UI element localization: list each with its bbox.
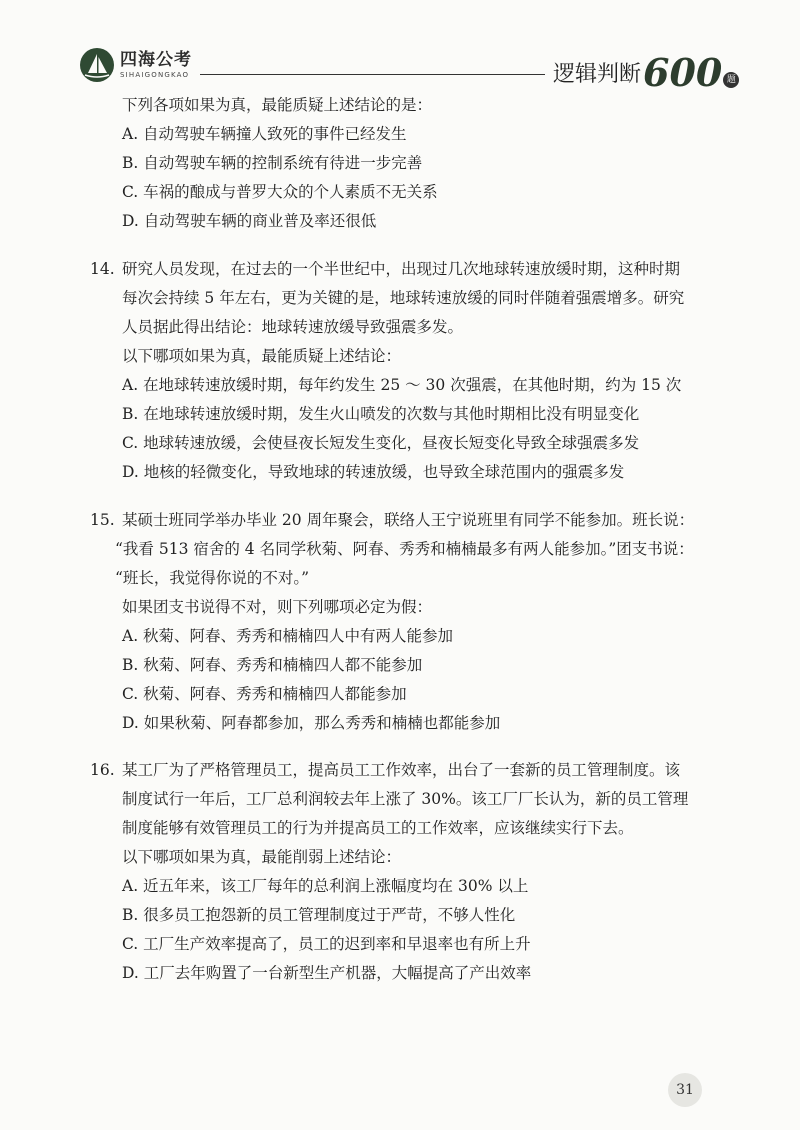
question-text-line: 制度能够有效管理员工的行为并提高员工的工作效率，应该继续实行下去。 <box>122 819 634 837</box>
logo-chinese-name: 四海公考 <box>120 50 192 70</box>
option-c: C. 车祸的酿成与普罗大众的个人素质不无关系 <box>122 183 438 201</box>
question-text-line: “我看 513 宿舍的 4 名同学秋菊、阿春、秀秀和楠楠最多有两人能参加。”团支书说： <box>115 540 694 558</box>
option-a: A. 近五年来，该工厂每年的总利润上涨幅度均在 30% 以上 <box>122 877 529 895</box>
option-b: B. 很多员工抱怨新的员工管理制度过于严苛，不够人性化 <box>122 906 516 924</box>
option-c: C. 工厂生产效率提高了，员工的迟到率和早退率也有所上升 <box>122 935 531 953</box>
question-text-line: 某工厂为了严格管理员工，提高员工工作效率，出台了一套新的员工管理制度。该 <box>122 761 681 779</box>
question-text-line: “班长，我觉得你说的不对。” <box>115 569 310 587</box>
header-divider <box>200 74 545 75</box>
book-title-badge: 题 <box>723 72 739 88</box>
option-b: B. 在地球转速放缓时期，发生火山喷发的次数与其他时期相比没有明显变化 <box>122 405 640 423</box>
option-c: C. 地球转速放缓，会使昼夜长短发生变化，昼夜长短变化导致全球强震多发 <box>122 434 640 452</box>
question-text-line: 人员据此得出结论：地球转速放缓导致强震多发。 <box>122 318 464 336</box>
book-title-text: 逻辑判断 <box>553 62 642 87</box>
question-stem: 下列各项如果为真，最能质疑上述结论的是： <box>122 96 433 114</box>
option-b: B. 自动驾驶车辆的控制系统有待进一步完善 <box>122 154 423 172</box>
option-d: D. 工厂去年购置了一台新型生产机器，大幅提高了产出效率 <box>122 964 532 982</box>
question-stem: 如果团支书说得不对，则下列哪项必定为假： <box>122 598 433 616</box>
option-c: C. 秋菊、阿春、秀秀和楠楠四人都能参加 <box>122 685 407 703</box>
question-number: 15. <box>90 511 115 529</box>
question-number: 16. <box>90 761 115 779</box>
question-stem: 以下哪项如果为真，最能质疑上述结论： <box>122 347 402 365</box>
question-number: 14. <box>90 260 115 278</box>
question-text-line: 某硕士班同学举办毕业 20 周年聚会，联络人王宁说班里有同学不能参加。班长说： <box>122 511 695 529</box>
option-a: A. 在地球转速放缓时期，每年约发生 25 ～ 30 次强震，在其他时期，约为 15 次 <box>122 376 682 394</box>
logo-english-name: SIHAIGONGKAO <box>120 71 190 79</box>
question-text-line: 研究人员发现，在过去的一个半世纪中，出现过几次地球转速放缓时期，这种时期 <box>122 260 681 278</box>
sailboat-logo-icon <box>80 48 114 82</box>
option-b: B. 秋菊、阿春、秀秀和楠楠四人都不能参加 <box>122 656 423 674</box>
option-a: A. 自动驾驶车辆撞人致死的事件已经发生 <box>122 125 407 143</box>
option-a: A. 秋菊、阿春、秀秀和楠楠四人中有两人能参加 <box>122 627 454 645</box>
question-stem: 以下哪项如果为真，最能削弱上述结论： <box>122 848 402 866</box>
option-d: D. 如果秋菊、阿春都参加，那么秀秀和楠楠也都能参加 <box>122 714 501 732</box>
publisher-logo <box>80 48 192 82</box>
book-title-number: 600 <box>643 50 723 95</box>
page-number: 31 <box>668 1073 702 1107</box>
page-header <box>0 0 800 100</box>
book-title <box>553 50 739 95</box>
option-d: D. 地核的轻微变化，导致地球的转速放缓，也导致全球范围内的强震多发 <box>122 463 625 481</box>
question-text-line: 制度试行一年后，工厂总利润较去年上涨了 30%。该工厂厂长认为，新的员工管理 <box>122 790 689 808</box>
option-d: D. 自动驾驶车辆的商业普及率还很低 <box>122 212 377 230</box>
question-text-line: 每次会持续 5 年左右，更为关键的是，地球转速放缓的同时伴随着强震增多。研究 <box>122 289 685 307</box>
